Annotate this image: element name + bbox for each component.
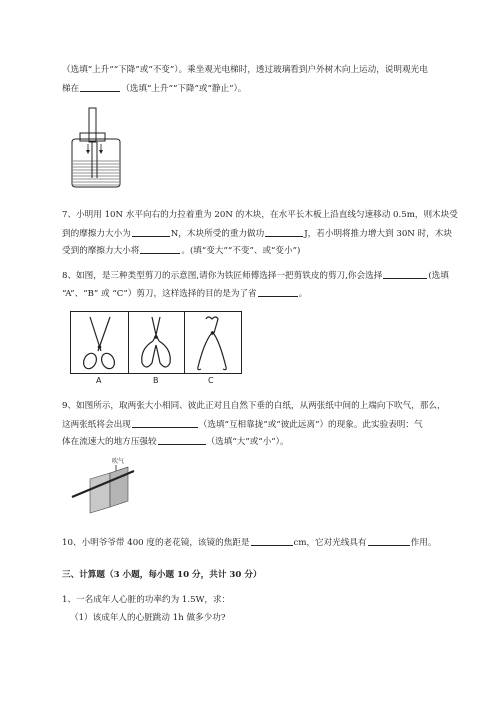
q7-text-e: 。(填“变大”“不变”、或“变小”)	[181, 246, 301, 256]
q8-line-2	[62, 288, 307, 299]
q10-text-a: 10、小明爷爷带 400 度的老花镜，该镜的焦距是	[62, 538, 250, 548]
q7-blank-1[interactable]	[132, 228, 170, 237]
q10-blank-1[interactable]	[251, 537, 293, 546]
blow-label: 吹气	[112, 458, 125, 465]
q7-line-3	[62, 245, 300, 256]
q6-text-b: （选填“上升”“下降”或“静止”）。	[121, 84, 247, 94]
q9-line-1: 9、如图所示，取两张大小相同、彼此正对且自然下垂的白纸，从两张纸中间的上端向下吹气，那么，	[62, 401, 446, 411]
q9-text-c: 体在流速大的地方压强较	[62, 437, 157, 447]
scissors-label-b: B	[153, 376, 159, 385]
q8-text-c: “A”、“B” 或 “C”）剪刀，这样选择的目的是为了省	[62, 289, 257, 299]
q6-answer-blank[interactable]	[80, 83, 120, 92]
q7-text-b: N，木块所受的重力做功	[170, 229, 265, 239]
q9-text-a: 这两张纸将会出现	[62, 420, 131, 430]
q7-blank-3[interactable]	[140, 245, 180, 254]
q7-blank-2[interactable]	[265, 228, 303, 237]
q8-line-1	[62, 270, 449, 281]
q7-text-c: J，若小明将推力增大到 30N 时，木块	[304, 229, 452, 239]
paper-figure	[70, 455, 150, 517]
q10-line-1	[62, 537, 436, 548]
q10-blank-2[interactable]	[368, 537, 410, 546]
q10-text-b: cm，它对光线具有	[293, 538, 367, 548]
scissors-figure	[70, 311, 242, 387]
q8-blank-1[interactable]	[383, 270, 427, 279]
scissors-label-a: A	[96, 376, 102, 385]
q8-blank-2[interactable]	[258, 288, 298, 297]
section-3-heading: 三、计算题（3 小题，每小题 10 分，共计 30 分）	[62, 570, 262, 580]
q10-text-c: 作用。	[410, 538, 437, 548]
bottle-figure	[70, 106, 122, 188]
q6-text-a: 梯在	[62, 84, 80, 94]
q8-text-d: 。	[298, 289, 308, 299]
q8-text-b: (选填	[428, 271, 449, 281]
calc1-line-1: 1、一名成年人心脏的功率约为 1.5W，求：	[62, 595, 231, 605]
q7-text-a: 到的摩擦力大小为	[62, 229, 131, 239]
scissors-label-c: C	[208, 376, 214, 385]
scissors-c-icon	[198, 317, 226, 370]
scissors-b-icon	[142, 317, 171, 367]
q6-line-2	[62, 83, 246, 94]
q9-blank-2[interactable]	[158, 436, 206, 445]
scissors-a-icon	[81, 317, 117, 371]
q7-text-d: 受到的摩擦力大小将	[62, 246, 140, 256]
q7-line-2	[62, 228, 452, 239]
calc1-sub-1: （1）该成年人的心脏跳动 1h 做多少功?	[70, 613, 226, 623]
q6-line-1: （选填“上升”“下降”或“不变”）。乘坐观光电梯时，透过玻璃看到户外树木向上运动，说明观光电	[62, 65, 428, 75]
q7-line-1: 7、小明用 10N 水平向右的力拉着重为 20N 的木块，在水平长木板上沿直线匀速移动 0.5m，则木块受	[62, 210, 458, 220]
q9-blank-1[interactable]	[132, 419, 198, 428]
q9-line-2	[62, 419, 423, 430]
q9-text-d: （选填“大”或“小”）。	[206, 437, 289, 447]
q9-text-b: （选填“互相靠拢”或“彼此远离”）的现象。此实验表明：气	[198, 420, 423, 430]
q8-text-a: 8、如图，是三种类型剪刀的示意图,请你为铁匠师傅选择一把剪铁皮的剪刀,你会选择	[62, 271, 383, 281]
q9-line-3	[62, 436, 289, 447]
